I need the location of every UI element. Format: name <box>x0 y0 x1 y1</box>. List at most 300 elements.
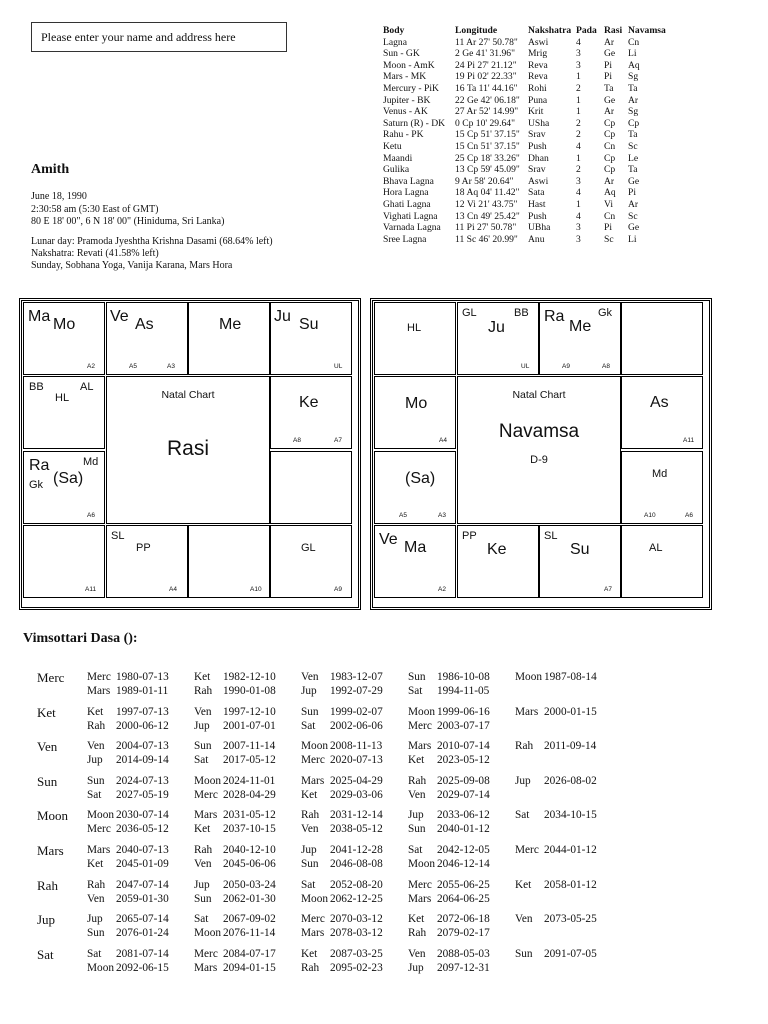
antar-dasa-line <box>408 808 512 822</box>
navamsa-house-pisces <box>374 302 456 375</box>
antar-dasa-line <box>87 926 191 940</box>
antar-dasa-planet: Mars <box>408 740 432 753</box>
table-cell: 2 <box>576 129 581 141</box>
chart-title: Natal Chart <box>512 389 566 401</box>
planet-label: Su <box>299 316 319 333</box>
table-cell: Sc <box>604 233 614 245</box>
antar-dasa-date: 2029-03-06 <box>330 788 383 801</box>
table-cell: Push <box>528 140 547 152</box>
antar-dasa-entry <box>408 774 512 802</box>
antar-dasa-date: 1999-02-07 <box>330 705 383 718</box>
rasi-house-pisces <box>23 302 105 375</box>
table-cell: UBha <box>528 222 551 234</box>
antar-dasa-planet: Sat <box>301 878 316 891</box>
antar-dasa-date: 2087-03-25 <box>330 947 383 960</box>
table-cell: 2 <box>576 82 581 94</box>
antar-dasa-date: 2095-02-23 <box>330 961 383 974</box>
antar-dasa-planet: Moon <box>515 671 542 683</box>
antar-dasa-line <box>194 926 298 940</box>
arudha-label: A2 <box>87 363 95 370</box>
antar-dasa-date: 2031-05-12 <box>223 809 276 822</box>
rasi-house-aquarius <box>23 376 105 449</box>
antar-dasa-entry <box>301 739 405 767</box>
antar-dasa-date: 1990-01-08 <box>223 685 276 697</box>
antar-dasa-line <box>515 947 619 961</box>
antar-dasa-date: 2017-05-12 <box>223 754 276 767</box>
antar-dasa-planet: Sat <box>408 685 423 697</box>
planet-positions-table <box>383 25 668 245</box>
person-name: Amith <box>31 162 70 177</box>
antar-dasa-line <box>87 719 191 733</box>
planet-label: PP <box>462 530 477 542</box>
table-cell: Maandi <box>383 152 413 164</box>
antar-dasa-planet: Sat <box>194 754 209 767</box>
antar-dasa-planet: Merc <box>87 823 111 836</box>
antar-dasa-date: 2059-01-30 <box>116 892 169 905</box>
antar-dasa-date: 1987-08-14 <box>544 671 597 683</box>
antar-dasa-planet: Ven <box>408 947 426 960</box>
antar-dasa-planet: Ket <box>194 823 211 836</box>
planet-label: Md <box>83 456 99 468</box>
antar-dasa-date: 1983-12-07 <box>330 671 383 683</box>
antar-dasa-planet: Sun <box>515 947 533 960</box>
lunar-day: Lunar day: Pramoda Jyeshtha Krishna Dasami (68.64% left) <box>31 236 273 247</box>
antar-dasa-line <box>194 912 298 926</box>
antar-dasa-planet: Rah <box>408 774 427 787</box>
table-cell: Ghati Lagna <box>383 198 431 210</box>
antar-dasa-planet: Jup <box>194 878 210 891</box>
antar-dasa-entry <box>515 739 619 753</box>
antar-dasa-line <box>194 670 298 684</box>
table-cell: 12 Vi 21' 43.75" <box>455 198 518 210</box>
antar-dasa-date: 2034-10-15 <box>544 809 597 822</box>
navamsa-house-leo <box>621 451 703 524</box>
antar-dasa-planet: Merc <box>194 788 218 801</box>
table-cell: Puna <box>528 94 548 106</box>
planet-label: HL <box>55 392 70 404</box>
arudha-label: A8 <box>602 363 610 370</box>
antar-dasa-date: 1997-07-13 <box>116 705 169 718</box>
table-header-row <box>383 25 668 37</box>
antar-dasa-entry <box>87 774 191 802</box>
arudha-label: A6 <box>685 512 693 519</box>
table-cell: 4 <box>576 210 581 222</box>
table-cell: Ta <box>628 164 638 176</box>
maha-dasa-label: Rah <box>37 877 58 893</box>
antar-dasa-date: 2029-07-14 <box>437 788 490 801</box>
table-header-cell: Navamsa <box>628 25 666 36</box>
antar-dasa-entry <box>515 808 619 822</box>
antar-dasa-entry <box>408 808 512 836</box>
antar-dasa-entry <box>408 670 512 698</box>
antar-dasa-line <box>87 788 191 802</box>
antar-dasa-planet: Sat <box>194 913 209 926</box>
table-cell: Hast <box>528 198 546 210</box>
antar-dasa-planet: Ven <box>87 740 105 753</box>
navamsa-house-gemini <box>621 302 703 375</box>
antar-dasa-entry <box>515 670 619 684</box>
antar-dasa-planet: Sat <box>87 947 102 960</box>
table-cell: Ar <box>628 198 639 210</box>
antar-dasa-entry <box>515 912 619 926</box>
antar-dasa-entry <box>87 843 191 871</box>
table-row <box>383 141 668 153</box>
antar-dasa-line <box>87 961 191 975</box>
table-cell: Ketu <box>383 140 402 152</box>
table-cell: Sree Lagna <box>383 233 427 245</box>
antar-dasa-planet: Ket <box>515 878 532 891</box>
table-cell: 2 <box>576 164 581 176</box>
table-cell: 1 <box>576 94 581 106</box>
arudha-label: A8 <box>293 437 301 444</box>
antar-dasa-line <box>194 684 298 698</box>
rasi-house-aries <box>106 302 188 375</box>
antar-dasa-planet: Sun <box>301 705 319 718</box>
antar-dasa-planet: Moon <box>194 927 221 940</box>
antar-dasa-planet: Ket <box>301 788 318 801</box>
antar-dasa-date: 2002-06-06 <box>330 719 383 732</box>
antar-dasa-line <box>408 753 512 767</box>
name-address-box[interactable]: Please enter your name and address here <box>31 22 287 52</box>
table-cell: Ar <box>628 94 639 106</box>
antar-dasa-date: 2014-09-14 <box>116 754 169 767</box>
table-row <box>383 176 668 188</box>
antar-dasa-line <box>301 961 405 975</box>
planet-label: Ve <box>110 308 129 325</box>
table-cell: 0 Cp 10' 29.64" <box>455 117 516 129</box>
antar-dasa-entry <box>301 947 405 975</box>
antar-dasa-date: 2008-11-13 <box>330 740 383 753</box>
antar-dasa-date: 2091-07-05 <box>544 947 597 960</box>
table-row <box>383 129 668 141</box>
table-cell: Rohi <box>528 82 547 94</box>
planet-label: Gk <box>29 479 44 491</box>
table-cell: 22 Ge 42' 06.18" <box>455 94 520 106</box>
antar-dasa-line <box>515 739 619 753</box>
antar-dasa-line <box>194 739 298 753</box>
antar-dasa-entry <box>194 705 298 733</box>
antar-dasa-entry <box>87 670 191 698</box>
antar-dasa-line <box>515 878 619 892</box>
antar-dasa-planet: Jup <box>515 774 531 787</box>
antar-dasa-date: 2036-05-12 <box>116 823 169 836</box>
table-cell: 3 <box>576 222 581 234</box>
table-cell: 9 Ar 58' 20.64" <box>455 175 514 187</box>
antar-dasa-planet: Merc <box>515 844 539 856</box>
antar-dasa-date: 2033-06-12 <box>437 809 490 822</box>
table-cell: Saturn (R) - DK <box>383 117 446 129</box>
table-cell: Varnada Lagna <box>383 222 441 234</box>
table-cell: Sata <box>528 187 545 199</box>
arudha-label: A3 <box>438 512 446 519</box>
table-cell: 3 <box>576 48 581 60</box>
antar-dasa-line <box>408 857 512 871</box>
antar-dasa-entry <box>194 947 298 975</box>
table-cell: USha <box>528 117 550 129</box>
table-cell: Ta <box>628 129 638 141</box>
table-row <box>383 164 668 176</box>
antar-dasa-planet: Jup <box>301 844 317 856</box>
antar-dasa-date: 2078-03-12 <box>330 927 383 940</box>
antar-dasa-line <box>515 705 619 719</box>
table-cell: 11 Ar 27' 50.78" <box>455 36 518 48</box>
table-cell: Cp <box>604 164 616 176</box>
antar-dasa-planet: Mars <box>87 685 111 697</box>
table-cell: Krit <box>528 106 544 118</box>
antar-dasa-planet: Merc <box>301 913 325 926</box>
table-cell: Venus - AK <box>383 106 428 118</box>
antar-dasa-line <box>301 788 405 802</box>
table-cell: Ge <box>604 48 616 60</box>
rasi-house-virgo <box>270 525 352 598</box>
antar-dasa-entry <box>408 912 512 940</box>
antar-dasa-date: 2026-08-02 <box>544 774 597 787</box>
antar-dasa-entry <box>301 843 405 871</box>
table-header-cell: Nakshatra <box>528 25 572 36</box>
table-row <box>383 222 668 234</box>
antar-dasa-line <box>408 684 512 698</box>
antar-dasa-planet: Sat <box>408 844 423 856</box>
planet-label: Mo <box>53 316 76 333</box>
table-cell: 1 <box>576 71 581 83</box>
antar-dasa-line <box>515 774 619 788</box>
planet-label: Gk <box>598 307 613 319</box>
table-row <box>383 37 668 49</box>
table-cell: 3 <box>576 175 581 187</box>
planet-label: AL <box>649 542 663 554</box>
rasi-house-cancer <box>270 376 352 449</box>
antar-dasa-entry <box>301 878 405 906</box>
antar-dasa-entry <box>301 774 405 802</box>
table-cell: Cp <box>604 152 616 164</box>
navamsa-house-scorpio <box>457 525 539 598</box>
arudha-label: A5 <box>399 512 407 519</box>
antar-dasa-planet: Ven <box>194 858 212 870</box>
nakshatra-info: Nakshatra: Revati (41.58% left) <box>31 248 159 259</box>
planet-label: (Sa) <box>405 470 436 487</box>
table-cell: Hora Lagna <box>383 187 429 199</box>
planet-label: Md <box>652 468 668 480</box>
table-cell: 4 <box>576 140 581 152</box>
antar-dasa-planet: Merc <box>408 878 432 891</box>
antar-dasa-line <box>408 739 512 753</box>
antar-dasa-date: 2007-11-14 <box>223 740 276 753</box>
antar-dasa-planet: Ket <box>87 705 104 718</box>
antar-dasa-line <box>408 719 512 733</box>
arudha-label: A10 <box>644 512 656 519</box>
planet-label: Ma <box>28 308 51 325</box>
arudha-label: A7 <box>334 437 342 444</box>
navamsa-house-aquarius <box>374 376 456 449</box>
table-cell: Sg <box>628 106 639 118</box>
planet-label: Me <box>219 316 242 333</box>
antar-dasa-date: 1986-10-08 <box>437 671 490 683</box>
planet-label: As <box>650 394 669 411</box>
antar-dasa-planet: Jup <box>301 685 317 697</box>
antar-dasa-planet: Merc <box>194 947 218 960</box>
antar-dasa-line <box>301 843 405 857</box>
antar-dasa-line <box>194 843 298 857</box>
antar-dasa-line <box>408 822 512 836</box>
antar-dasa-entry <box>408 739 512 767</box>
antar-dasa-date: 2001-07-01 <box>223 719 276 732</box>
antar-dasa-line <box>408 788 512 802</box>
table-cell: Cn <box>604 210 616 222</box>
antar-dasa-date: 2027-05-19 <box>116 788 169 801</box>
antar-dasa-planet: Rah <box>515 740 534 753</box>
table-cell: Pi <box>604 222 613 234</box>
antar-dasa-line <box>408 843 512 857</box>
table-cell: 24 Pi 27' 21.12" <box>455 59 517 71</box>
table-cell: Ar <box>604 175 615 187</box>
antar-dasa-date: 1989-01-11 <box>116 685 169 697</box>
antar-dasa-planet: Ket <box>408 913 425 926</box>
arudha-label: A2 <box>438 586 446 593</box>
rasi-house-leo <box>270 451 352 524</box>
antar-dasa-line <box>87 739 191 753</box>
antar-dasa-line <box>408 926 512 940</box>
table-header-cell: Longitude <box>455 25 498 36</box>
antar-dasa-planet: Ven <box>301 823 319 836</box>
antar-dasa-line <box>301 912 405 926</box>
planet-label: Mo <box>405 395 428 412</box>
antar-dasa-entry <box>87 947 191 975</box>
antar-dasa-date: 2058-01-12 <box>544 878 597 891</box>
antar-dasa-line <box>515 808 619 822</box>
table-cell: Aswi <box>528 175 549 187</box>
antar-dasa-entry <box>301 912 405 940</box>
navamsa-house-aries <box>457 302 539 375</box>
birth-date: June 18, 1990 <box>31 191 87 202</box>
antar-dasa-line <box>301 822 405 836</box>
table-cell: 15 Cn 51' 37.15" <box>455 140 520 152</box>
antar-dasa-date: 2050-03-24 <box>223 878 276 891</box>
table-cell: Ge <box>628 175 640 187</box>
rasi-chart-center <box>106 376 270 524</box>
antar-dasa-date: 2081-07-14 <box>116 947 169 960</box>
antar-dasa-line <box>87 705 191 719</box>
table-cell: Sg <box>628 71 639 83</box>
antar-dasa-date: 2003-07-17 <box>437 719 490 732</box>
navamsa-chart <box>370 298 712 610</box>
planet-label: GL <box>301 542 316 554</box>
antar-dasa-entry <box>87 912 191 940</box>
antar-dasa-date: 2079-02-17 <box>437 927 490 940</box>
antar-dasa-entry <box>515 843 619 857</box>
table-cell: Ta <box>628 82 638 94</box>
arudha-label: A10 <box>250 586 262 593</box>
antar-dasa-date: 2097-12-31 <box>437 961 490 974</box>
planet-label: SL <box>111 530 125 542</box>
antar-dasa-line <box>87 878 191 892</box>
planet-label: Me <box>569 318 592 335</box>
table-cell: Sc <box>628 210 638 222</box>
antar-dasa-date: 2040-12-10 <box>223 844 276 856</box>
antar-dasa-date: 2047-07-14 <box>116 878 169 891</box>
table-cell: Moon - AmK <box>383 59 435 71</box>
antar-dasa-planet: Rah <box>87 719 106 732</box>
planet-label: Ra <box>29 457 50 474</box>
antar-dasa-entry <box>87 878 191 906</box>
antar-dasa-line <box>87 843 191 857</box>
table-cell: Pi <box>604 59 613 71</box>
planet-label: Ra <box>544 308 565 325</box>
planet-label: BB <box>29 381 44 393</box>
antar-dasa-date: 2070-03-12 <box>330 913 383 926</box>
antar-dasa-line <box>408 878 512 892</box>
table-row <box>383 95 668 107</box>
antar-dasa-planet: Sun <box>87 774 105 787</box>
antar-dasa-line <box>194 878 298 892</box>
antar-dasa-date: 1997-12-10 <box>223 705 276 718</box>
rasi-house-taurus <box>188 302 270 375</box>
table-header-cell: Body <box>383 25 405 36</box>
navamsa-house-sagittarius <box>374 525 456 598</box>
table-cell: Srav <box>528 164 546 176</box>
antar-dasa-line <box>408 774 512 788</box>
antar-dasa-line <box>515 912 619 926</box>
antar-dasa-line <box>301 857 405 871</box>
table-cell: Cn <box>604 140 616 152</box>
table-cell: 4 <box>576 36 581 48</box>
antar-dasa-planet: Mars <box>87 844 111 856</box>
table-cell: Rahu - PK <box>383 129 424 141</box>
antar-dasa-line <box>408 912 512 926</box>
planet-label: BB <box>514 307 529 319</box>
table-cell: Vighati Lagna <box>383 210 438 222</box>
table-cell: Pi <box>628 187 637 199</box>
table-cell: Jupiter - BK <box>383 94 431 106</box>
table-cell: 1 <box>576 198 581 210</box>
antar-dasa-planet: Ket <box>301 947 318 960</box>
table-cell: Gulika <box>383 164 410 176</box>
antar-dasa-line <box>515 843 619 857</box>
table-row <box>383 71 668 83</box>
table-cell: 15 Cp 51' 37.15" <box>455 129 520 141</box>
antar-dasa-entry <box>515 705 619 719</box>
arudha-label: UL <box>521 363 530 370</box>
maha-dasa-label: Ven <box>37 739 58 755</box>
antar-dasa-date: 2010-07-14 <box>437 740 490 753</box>
table-cell: 13 Cp 59' 45.09" <box>455 164 520 176</box>
antar-dasa-planet: Ket <box>194 671 211 683</box>
antar-dasa-date: 1992-07-29 <box>330 685 383 697</box>
antar-dasa-planet: Ven <box>301 671 319 683</box>
planet-label: Ju <box>488 319 505 336</box>
rasi-chart <box>19 298 361 610</box>
table-row <box>383 60 668 72</box>
antar-dasa-line <box>87 912 191 926</box>
table-cell: Bhava Lagna <box>383 175 434 187</box>
table-row <box>383 118 668 130</box>
table-row <box>383 211 668 223</box>
antar-dasa-entry <box>408 947 512 975</box>
table-cell: Reva <box>528 71 548 83</box>
planet-label: Ke <box>299 394 319 411</box>
antar-dasa-planet: Rah <box>408 927 427 940</box>
antar-dasa-date: 2046-12-14 <box>437 858 490 870</box>
chart-name: Navamsa <box>498 421 580 442</box>
arudha-label: A7 <box>604 586 612 593</box>
antar-dasa-entry <box>194 912 298 940</box>
antar-dasa-line <box>87 947 191 961</box>
antar-dasa-line <box>87 684 191 698</box>
antar-dasa-date: 2045-01-09 <box>116 858 169 870</box>
antar-dasa-line <box>87 774 191 788</box>
antar-dasa-date: 2042-12-05 <box>437 844 490 856</box>
antar-dasa-planet: Ven <box>515 913 533 926</box>
planet-label: PP <box>136 542 151 554</box>
